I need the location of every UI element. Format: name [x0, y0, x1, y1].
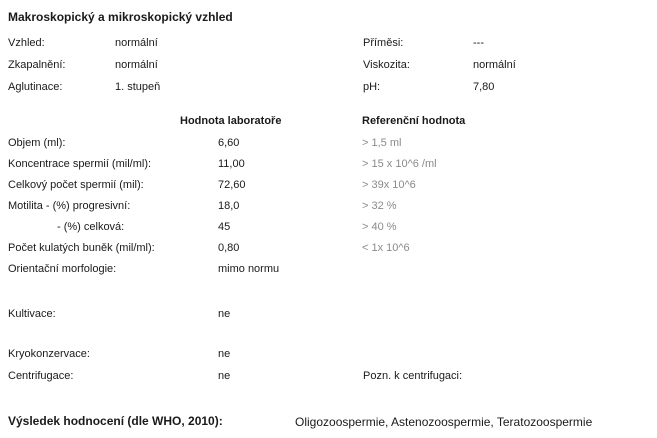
row-value-morfologie: mimo normu [218, 263, 280, 275]
conclusion-label: Výsledek hodnocení (dle WHO, 2010): [8, 414, 223, 428]
field-value-vzhled: normální [115, 37, 158, 49]
row-reference-objem: > 1,5 ml [362, 137, 402, 149]
field-value-kultivace: ne [218, 308, 231, 320]
row-reference-koncentrace: > 15 x 10^6 /ml [362, 158, 437, 170]
row-value-motilita-celkova: 45 [218, 221, 231, 233]
row-label-objem: Objem (ml): [8, 137, 66, 149]
row-value-motilita-progresivni: 18,0 [218, 200, 240, 212]
field-value-zkapalneni: normální [115, 59, 158, 71]
row-reference-motilita-celkova: > 40 % [362, 221, 397, 233]
row-label-koncentrace: Koncentrace spermií (mil/ml): [8, 158, 152, 170]
row-reference-motilita-progresivni: > 32 % [362, 200, 397, 212]
field-label-zkapalneni: Zkapalnění: [8, 59, 66, 71]
field-label-centrifugace: Centrifugace: [8, 370, 74, 382]
field-label-viskozita: Viskozita: [363, 59, 410, 71]
field-value-kryokonzervace: ne [218, 348, 231, 360]
page-title: Makroskopický a mikroskopický vzhled [8, 10, 233, 24]
row-reference-kulate-bunky: < 1x 10^6 [362, 242, 410, 254]
field-label-aglutinace: Aglutinace: [8, 81, 63, 93]
row-value-kulate-bunky: 0,80 [218, 242, 240, 254]
field-value-primesi: --- [473, 37, 484, 49]
row-value-koncentrace: 11,00 [218, 158, 245, 170]
row-value-objem: 6,60 [218, 137, 240, 149]
field-value-ph: 7,80 [473, 81, 495, 93]
row-label-motilita-celkova: - (%) celková: [57, 221, 125, 233]
row-label-motilita-progresivni: Motilita - (%) progresivní: [8, 200, 131, 212]
field-label-vzhled: Vzhled: [8, 37, 45, 49]
field-value-aglutinace: 1. stupeň [115, 81, 161, 93]
conclusion-value: Oligozoospermie, Astenozoospermie, Teratozoospermie [295, 415, 593, 429]
field-label-centrifugace-note: Pozn. k centrifugaci: [363, 370, 463, 382]
field-value-viskozita: normální [473, 59, 516, 71]
column-header-lab-value: Hodnota laboratoře [180, 115, 282, 127]
row-value-celkovy-pocet: 72,60 [218, 179, 246, 191]
field-value-centrifugace: ne [218, 370, 231, 382]
row-label-celkovy-pocet: Celkový počet spermií (mil): [8, 179, 144, 191]
field-label-kryokonzervace: Kryokonzervace: [8, 348, 90, 360]
row-label-morfologie: Orientační morfologie: [8, 263, 117, 275]
field-label-kultivace: Kultivace: [8, 308, 56, 320]
field-label-ph: pH: [363, 81, 381, 93]
field-label-primesi: Příměsi: [363, 37, 404, 49]
column-header-reference: Referenční hodnota [362, 115, 466, 127]
row-reference-celkovy-pocet: > 39x 10^6 [362, 179, 416, 191]
row-label-kulate-bunky: Počet kulatých buněk (mil/ml): [8, 242, 155, 254]
